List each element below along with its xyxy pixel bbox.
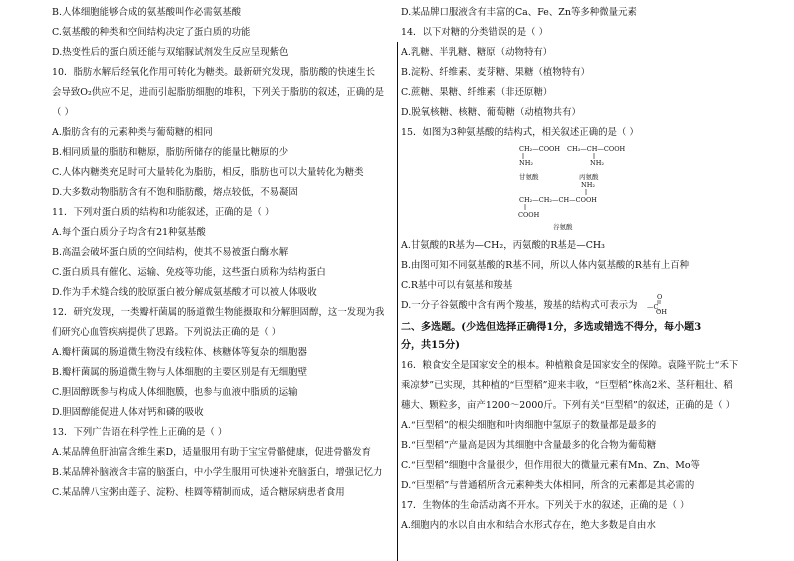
- text-line-r3: A.乳糖、半乳糖、糖原（动物特有）: [401, 47, 553, 58]
- text-line-r13: 分，共15分): [401, 340, 460, 351]
- text-line-r1: D.某品牌口服液含有丰富的Ca、Fe、Zn等多种微量元素: [401, 7, 637, 18]
- column-divider: [397, 42, 398, 561]
- text-line-r21: 17．生物体的生命活动离不开水。下列关于水的叙述，正确的是（ ）: [401, 500, 690, 511]
- text-line-l21: D.胆固醇能促进人体对钙和磷的吸收: [52, 407, 204, 418]
- text-line-l9: C.人体内糖类充足时可大量转化为脂肪，相反，脂肪也可以大量转化为糖类: [52, 167, 364, 178]
- text-line-l24: B.某品牌补脑液含丰富的脑蛋白，中小学生服用可快速补充脑蛋白，增强记忆力: [52, 467, 383, 478]
- text-line-r16: 穗大、颗粒多，亩产1200～2000斤。下列有关“巨型稻”的叙述，正确的是（ ）: [401, 400, 736, 411]
- text-line-r12: 二、多选题。(少选但选择正确得1分，多选或错选不得分，每小题3: [401, 322, 702, 333]
- carboxyl-structure-icon: [645, 292, 671, 314]
- text-line-r7: 15．如图为3种氨基酸的结构式，相关叙述正确的是（ ）: [401, 127, 639, 138]
- text-line-l19: B.瓣杆菌属的肠道微生物与人体细胞的主要区别是有无细胞壁: [52, 367, 308, 378]
- text-line-r2: 14．以下对糖的分类错误的是（ ）: [401, 27, 549, 38]
- glutamate-name: 谷氨酸: [553, 223, 573, 231]
- text-line-l16: 12．研究发现，一类瓣杆菌属的肠道微生物能摄取和分解胆固醇，这一发现为我: [52, 307, 385, 318]
- text-line-r8: A.甘氨酸的R基为—CH₂，丙氨酸的R基是—CH₃: [401, 240, 605, 251]
- glutamate-chain: CH₂—CH₂—CH—COOH: [519, 196, 597, 204]
- text-line-l1: B.人体细胞能够合成的氨基酸叫作必需氨基酸: [52, 7, 242, 18]
- text-line-l3: D.热变性后的蛋白质还能与双缩脲试剂发生反应呈现紫色: [52, 47, 289, 58]
- text-line-r6: D.脱氧核糖、核糖、葡萄糖（动植物共有）: [401, 107, 581, 118]
- alanine-nh2: NH₂: [590, 159, 604, 167]
- glutamate-cooh: COOH: [518, 211, 540, 219]
- text-line-r10: C.R基中可以有氨基和羧基: [401, 280, 513, 291]
- glutamate-top-nh2: NH₂: [581, 181, 595, 189]
- text-line-l2: C.氨基酸的种类和空间结构决定了蛋白质的功能: [52, 27, 251, 38]
- text-line-r19: C.“巨型稻”细胞中含量很少，但作用很大的微量元素有Mn、Zn、Mo等: [401, 460, 700, 471]
- text-line-l14: C.蛋白质具有催化、运输、免疫等功能，这些蛋白质称为结构蛋白: [52, 267, 326, 278]
- svg-text:OH: OH: [656, 308, 667, 314]
- text-line-r14: 16．粮食安全是国家安全的根本。种植粮食是国家安全的保障。袁隆平院士“禾下: [401, 360, 739, 371]
- text-line-l25: C.某品牌八宝粥由莲子、淀粉、桂圆等精制而成，适合糖尿病患者食用: [52, 487, 345, 498]
- text-line-r18: B.“巨型稻”产量高是因为其细胞中含量最多的化合物为葡萄糖: [401, 440, 657, 451]
- glycine-name: 甘氨酸: [519, 173, 539, 181]
- text-line-l6: （ ）: [52, 107, 74, 118]
- text-line-r9: B.由图可知不同氨基酸的R基不同，所以人体内氨基酸的R基有上百种: [401, 260, 690, 271]
- text-line-l7: A.脂肪含有的元素种类与葡萄糖的相同: [52, 127, 213, 138]
- amino-acid-structure-figure: [501, 143, 651, 235]
- text-line-l12: A.每个蛋白质分子均含有21种氨基酸: [52, 227, 206, 238]
- text-line-l8: B.相同质量的脂肪和糖原，脂肪所储存的能量比糖原的少: [52, 147, 289, 158]
- text-line-r20: D.“巨型稻”与普通稻所含元素种类大体相同，所含的元素都是其必需的: [401, 480, 695, 491]
- text-line-l11: 11．下列对蛋白质的结构和功能叙述，正确的是（ ）: [52, 207, 275, 218]
- text-line-l18: A.瓣杆菌属的肠道微生物没有线粒体、核糖体等复杂的细胞器: [52, 347, 307, 358]
- text-line-l5: 会导致O₂供应不足，进而引起脂肪细胞的堆积，下列关于脂肪的叙述，正确的是: [52, 87, 384, 98]
- text-line-l10: D.大多数动物脂肪含有不饱和脂肪酸，熔点较低，不易凝固: [52, 187, 298, 198]
- text-line-r15: 乘凉梦”已实现，其种植的“巨型稻”迎来丰收，“巨型稻”株高2米、茎秆粗壮、稻: [401, 380, 733, 391]
- text-line-r17: A.“巨型稻”的根尖细胞和叶肉细胞中氢原子的数量都是最多的: [401, 420, 657, 431]
- text-line-l13: B.高温会破坏蛋白质的空间结构，使其不易被蛋白酶水解: [52, 247, 289, 258]
- svg-text:—C: —C: [647, 303, 659, 311]
- glycine-nh2: NH₂: [519, 159, 533, 167]
- text-line-l17: 们研究心血管疾病提供了思路。下列说法正确的是（ ）: [52, 327, 282, 338]
- alanine-name: 丙氨酸: [579, 173, 599, 181]
- text-line-l23: A.某品牌鱼肝油富含维生素D，适量服用有助于宝宝骨骼健康，促进骨骼发育: [52, 447, 372, 458]
- text-line-r11: D.一分子谷氨酸中含有两个羧基，羧基的结构式可表示为: [401, 300, 638, 311]
- svg-text:O: O: [657, 293, 663, 301]
- text-line-r4: B.淀粉、纤维素、麦芽糖、果糖（植物特有）: [401, 67, 591, 78]
- text-line-l15: D.作为手术缝合线的胶原蛋白被分解成氨基酸才可以被人体吸收: [52, 287, 317, 298]
- text-line-l4: 10．脂肪水解后经氧化作用可转化为糖类。最新研究发现，脂肪酸的快速生长: [52, 67, 376, 78]
- text-line-l22: 13．下列广告语在科学性上正确的是（ ）: [52, 427, 228, 438]
- text-line-l20: C.胆固醇既参与构成人体细胞膜，也参与血液中脂质的运输: [52, 387, 298, 398]
- alanine-chain: CH₃—CH—COOH: [567, 145, 626, 153]
- text-line-r22: A.细胞内的水以自由水和结合水形式存在，绝大多数是自由水: [401, 520, 656, 531]
- text-line-r5: C.蔗糖、果糖、纤维素（非还原糖）: [401, 87, 553, 98]
- glycine-chain: CH₂—COOH: [519, 145, 561, 153]
